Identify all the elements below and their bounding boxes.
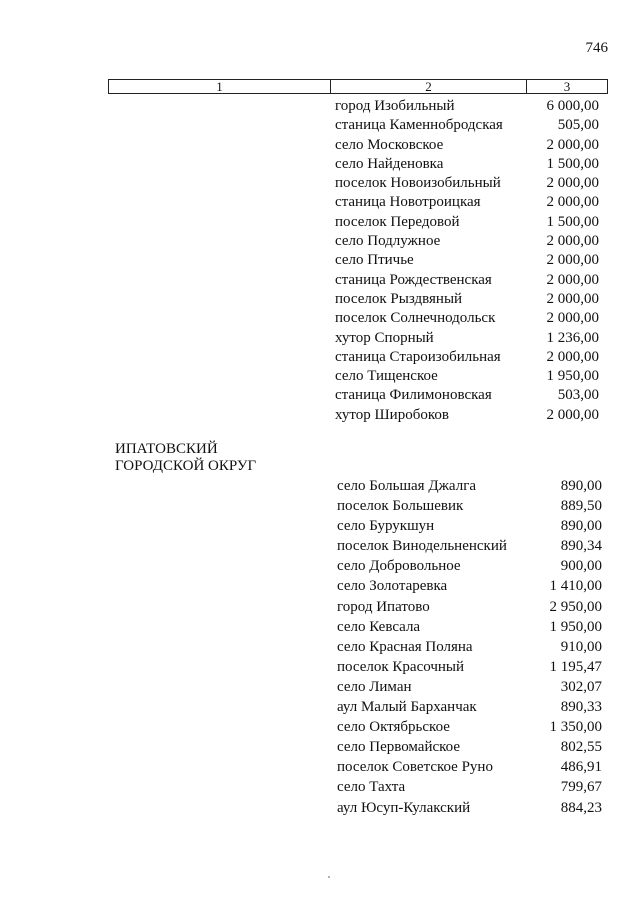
table-row xyxy=(0,290,640,309)
settlement-name: станица Староизобильная xyxy=(335,348,501,365)
settlement-name: станица Рождественская xyxy=(335,271,492,288)
settlement-name: поселок Советское Руно xyxy=(337,759,493,776)
table-row xyxy=(0,193,640,212)
table-row xyxy=(0,386,640,405)
table-row xyxy=(0,657,640,677)
table-row xyxy=(0,232,640,251)
amount-value: 1 950,00 xyxy=(549,618,602,635)
settlement-list xyxy=(0,476,640,818)
amount-value: 2 000,00 xyxy=(546,290,599,307)
page-number: 746 xyxy=(585,40,608,56)
amount-value: 2 000,00 xyxy=(546,406,599,423)
settlement-name: хутор Спорный xyxy=(335,329,434,346)
settlement-name: село Тищенское xyxy=(335,368,438,385)
table-row xyxy=(0,97,640,116)
amount-value: 1 500,00 xyxy=(546,155,599,172)
scan-speck xyxy=(328,876,330,878)
amount-value: 1 500,00 xyxy=(546,213,599,230)
table-row xyxy=(0,496,640,516)
settlement-name: село Лиман xyxy=(337,678,412,695)
amount-value: 890,00 xyxy=(560,478,602,494)
settlement-name: село Птичье xyxy=(335,252,414,269)
table-row xyxy=(0,309,640,328)
table-row xyxy=(0,155,640,174)
amount-value: 505,00 xyxy=(557,117,599,134)
settlement-name: город Изобильный xyxy=(335,98,455,114)
settlement-name: станица Каменнобродская xyxy=(335,117,503,134)
settlement-name: город Ипатово xyxy=(337,598,430,615)
table-header-col-2: 2 xyxy=(331,80,527,93)
settlement-name: село Первомайское xyxy=(337,739,461,756)
table-row xyxy=(0,556,640,576)
table-row xyxy=(0,717,640,737)
table-row xyxy=(0,174,640,193)
amount-value: 799,67 xyxy=(560,779,602,796)
amount-value: 900,00 xyxy=(560,558,602,575)
settlement-name: село Бурукшун xyxy=(337,518,435,535)
settlement-name: село Московское xyxy=(335,136,444,153)
settlement-name: поселок Красочный xyxy=(337,658,465,675)
table-row xyxy=(0,406,640,425)
amount-value: 884,23 xyxy=(560,799,602,816)
amount-value: 302,07 xyxy=(560,678,602,695)
amount-value: 2 000,00 xyxy=(546,233,599,250)
settlement-name: село Найденовка xyxy=(335,155,444,172)
amount-value: 486,91 xyxy=(560,759,602,776)
settlement-name: поселок Большевик xyxy=(337,498,464,515)
settlement-name: село Золотаревка xyxy=(337,578,448,595)
settlement-name: поселок Винодельненский xyxy=(337,538,507,555)
table-row xyxy=(0,576,640,596)
table-header-col-3: 3 xyxy=(563,79,571,94)
amount-value: 2 000,00 xyxy=(546,194,599,211)
table-row xyxy=(0,476,640,496)
table-row xyxy=(0,251,640,270)
table-row xyxy=(0,536,640,556)
amount-value: 890,33 xyxy=(560,699,602,716)
table-row xyxy=(0,348,640,367)
settlement-name: станица Новотроицкая xyxy=(335,194,481,211)
amount-value: 2 950,00 xyxy=(549,598,602,615)
district-title: ИПАТОВСКИЙ ГОРОДСКОЙ ОКРУГ xyxy=(115,441,257,474)
table-row xyxy=(0,213,640,232)
table-row xyxy=(0,329,640,348)
settlement-name: село Большая Джалга xyxy=(337,478,477,494)
settlement-name: поселок Новоизобильный xyxy=(335,175,501,192)
amount-value: 889,50 xyxy=(560,498,602,515)
amount-value: 890,00 xyxy=(560,518,602,535)
district-section-1 xyxy=(0,97,640,425)
table-row xyxy=(0,737,640,757)
table-row xyxy=(0,116,640,135)
amount-value: 2 000,00 xyxy=(546,136,599,153)
table-row xyxy=(0,777,640,797)
settlement-name: станица Филимоновская xyxy=(335,387,492,404)
settlement-name: поселок Передовой xyxy=(335,213,460,230)
table-header xyxy=(108,79,608,94)
table-row xyxy=(0,271,640,290)
table-row xyxy=(0,637,640,657)
amount-value: 2 000,00 xyxy=(546,175,599,192)
settlement-name: аул Малый Барханчак xyxy=(337,699,477,716)
table-row xyxy=(0,757,640,777)
settlement-name: село Подлужное xyxy=(335,233,441,250)
amount-value: 802,55 xyxy=(560,739,602,756)
amount-value: 1 410,00 xyxy=(549,578,602,595)
amount-value: 6 000,00 xyxy=(546,98,599,114)
table-row xyxy=(0,617,640,637)
amount-value: 2 000,00 xyxy=(546,348,599,365)
amount-value: 910,00 xyxy=(560,638,602,655)
table-row xyxy=(0,697,640,717)
table-header-col-1: 1 xyxy=(109,80,331,93)
settlement-name: село Кевсала xyxy=(337,618,421,635)
settlement-name: поселок Солнечнодольск xyxy=(335,310,496,327)
amount-value: 1 350,00 xyxy=(549,719,602,736)
settlement-name: село Октябрьское xyxy=(337,719,450,736)
table-row xyxy=(0,597,640,617)
table-row xyxy=(0,367,640,386)
settlement-name: хутор Широбоков xyxy=(335,406,449,423)
settlement-list xyxy=(0,97,640,425)
amount-value: 1 195,47 xyxy=(549,658,602,675)
table-row xyxy=(0,798,640,818)
settlement-name: село Добровольное xyxy=(337,558,461,575)
settlement-name: село Красная Поляна xyxy=(337,638,473,655)
amount-value: 503,00 xyxy=(557,387,599,404)
amount-value: 1 236,00 xyxy=(546,329,599,346)
amount-value: 2 000,00 xyxy=(546,252,599,269)
settlement-name: поселок Рыздвяный xyxy=(335,290,463,307)
table-row xyxy=(0,136,640,155)
table-row xyxy=(0,516,640,536)
amount-value: 1 950,00 xyxy=(546,368,599,385)
settlement-name: село Тахта xyxy=(337,779,406,796)
amount-value: 890,34 xyxy=(560,538,602,555)
table-row xyxy=(0,677,640,697)
settlement-name: аул Юсуп-Кулакский xyxy=(337,799,471,816)
amount-value: 2 000,00 xyxy=(546,310,599,327)
amount-value: 2 000,00 xyxy=(546,271,599,288)
